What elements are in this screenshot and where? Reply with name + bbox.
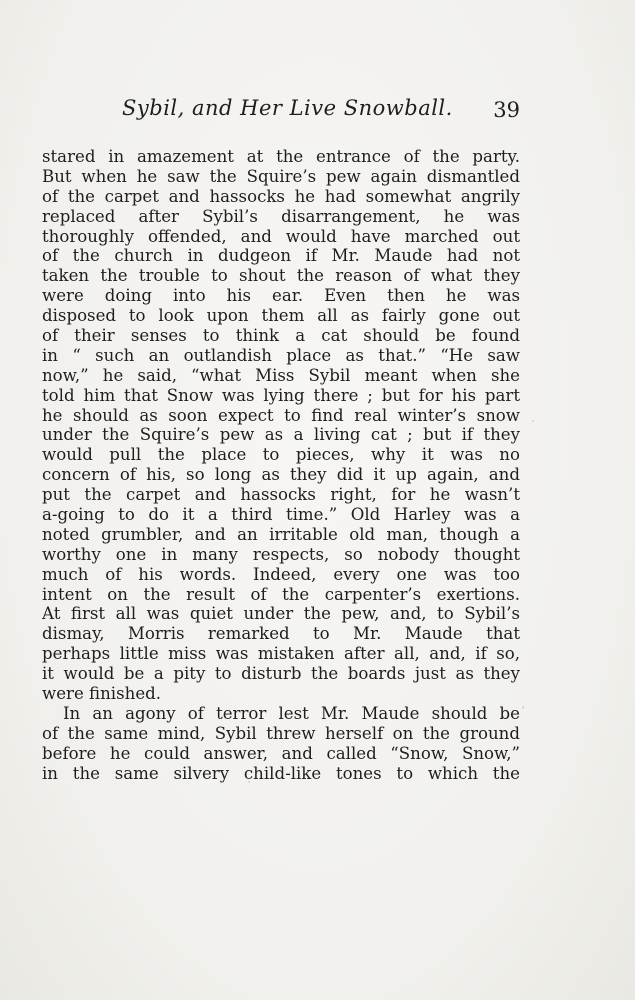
text-line: But when he saw the Squire’s pew again dismantled <box>42 166 520 186</box>
text-line: of the church in dudgeon if Mr. Maude had not <box>42 246 520 266</box>
text-line: noted grumbler, and an irritable old man, though a <box>42 524 520 544</box>
text-line: dismay, Morris remarked to Mr. Maude that <box>42 624 520 644</box>
text-line: in “ such an outlandish place as that.” “He saw <box>42 345 520 365</box>
text-line: perhaps little miss was mistaken after all, and, if so, <box>42 644 520 664</box>
text-line: At first all was quiet under the pew, and, to Sybil’s <box>42 604 520 624</box>
text-line: stared in amazement at the entrance of the party. <box>42 147 520 166</box>
text-line: now,” he said, “what Miss Sybil meant when she <box>42 365 520 385</box>
text-line: much of his words. Indeed, every one was too <box>42 564 520 584</box>
text-line: it would be a pity to disturb the boards just as they <box>42 664 520 684</box>
text-line: put the carpet and hassocks right, for he wasn’t <box>42 485 520 505</box>
print-speck <box>532 420 534 422</box>
text-line: concern of his, so long as they did it up again, and <box>42 465 520 485</box>
paragraph-2 <box>42 704 520 784</box>
body-text <box>42 147 520 784</box>
text-line: under the Squire’s pew as a living cat ; but if they <box>42 425 520 445</box>
text-line: of their senses to think a cat should be found <box>42 326 520 346</box>
text-line: he should as soon expect to find real winter’s snow <box>42 405 520 425</box>
text-line: worthy one in many respects, so nobody thought <box>42 544 520 564</box>
text-line: intent on the result of the carpenter’s exertions. <box>42 584 520 604</box>
text-line: were finished. <box>42 684 162 704</box>
text-line: before he could answer, and called “Snow, Snow,” <box>42 743 520 763</box>
text-line: would pull the place to pieces, why it was no <box>42 445 520 465</box>
text-line: of the carpet and hassocks he had somewhat angrily <box>42 186 520 206</box>
paragraph-1 <box>42 147 520 704</box>
text-line: a-going to do it a third time.” Old Harley was a <box>42 505 520 525</box>
text-line: in the same silvery child-like tones to which the <box>42 763 520 783</box>
text-line: In an agony of terror lest Mr. Maude should be <box>63 703 520 723</box>
page-number: 39 <box>493 98 520 122</box>
running-head <box>42 96 520 130</box>
text-line: were doing into his ear. Even then he was <box>42 286 520 306</box>
print-speck <box>248 781 250 783</box>
text-line: replaced after Sybil’s disarrangement, he was <box>42 206 520 226</box>
text-line: disposed to look upon them all as fairly gone out <box>42 306 520 326</box>
running-title: Sybil, and Her Live Snowball. <box>122 96 453 120</box>
text-line: of the same mind, Sybil threw herself on the ground <box>42 723 520 743</box>
print-speck <box>522 706 524 709</box>
text-line: told him that Snow was lying there ; but for his part <box>42 385 520 405</box>
text-line: taken the trouble to shout the reason of what they <box>42 266 520 286</box>
text-line: thoroughly offended, and would have marched out <box>42 226 520 246</box>
